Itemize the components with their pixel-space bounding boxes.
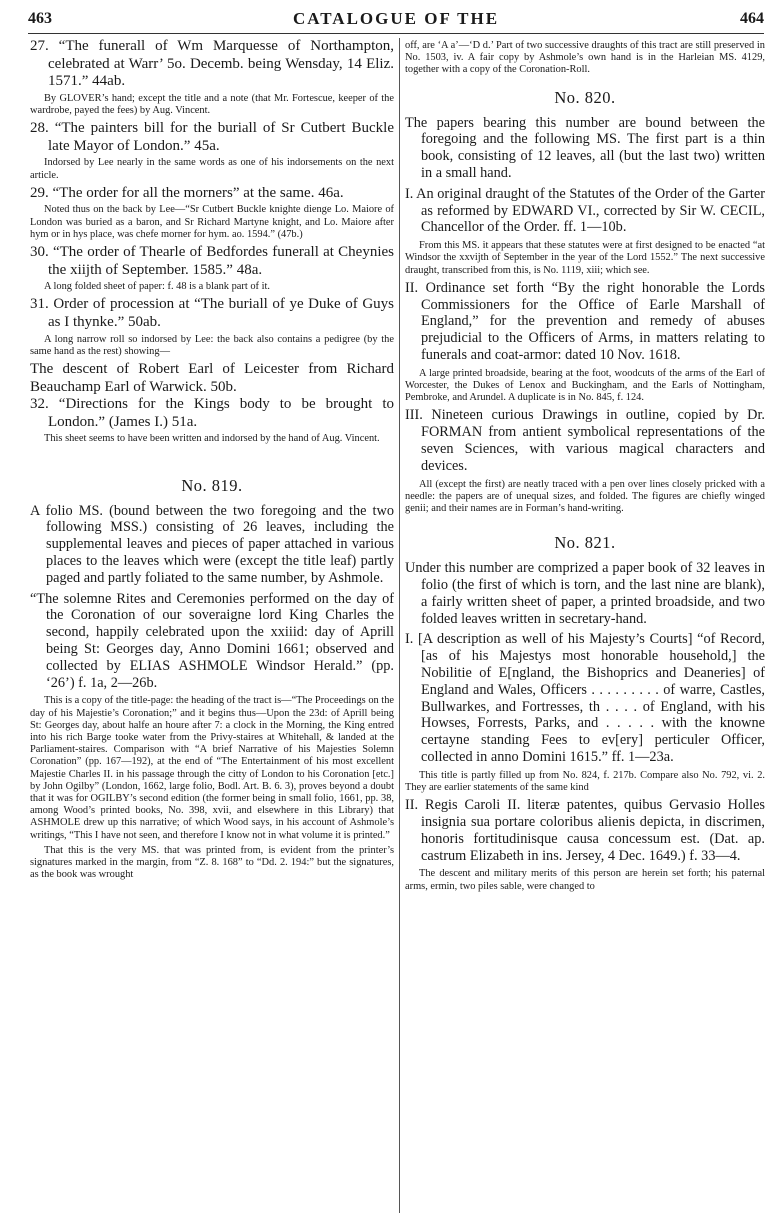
note-820-i: From this MS. it appears that these statutes were at first designed to be enacted “at Windsor the xxvijth of September in the year of the Lord 1552.” The next successive draught, transcribed from this, is No. 1119, xiii; which see. xyxy=(405,240,765,276)
para-819-title: “The solemne Rites and Ceremonies performed on the day of the Coronation of our soveraigne lord King Charles the second, happily celebrated upon the xxiiid: day of Aprill being St: Georges day, Anno Domini 1661; observed and collected by ELIAS ASHMOLE Windsor Herald.” (pp. ‘26’) f. 1a, 2—26b. xyxy=(30,590,394,691)
note-31: A long narrow roll so indorsed by Lee: the back also contains a pedigree (by the same hand as the rest) showing— xyxy=(30,333,394,357)
entry-820-ii: II. Ordinance set forth “By the right honorable the Lords Commissioners for the Office of Earle Marshall of England,” for the prevention and remedy of abuses prejudicial to the Officers of Arms, in matters relating to funerals and coat-armor: dated 10 Nov. 1618. xyxy=(405,279,765,363)
page-number-right: 464 xyxy=(740,10,764,27)
note-820-iii: All (except the first) are neatly traced with a pen over lines closely pricked with a needle: the papers are of unequal sizes, and folded. The figures are chiefly winged genii; and their names are in Forman’s hand-writing. xyxy=(405,478,765,514)
entry-31-pedigree: The descent of Robert Earl of Leicester from Richard Beauchamp Earl of Warwick. 50b. xyxy=(30,360,394,395)
note-819-b: That this is the very MS. that was printed from, is evident from the printer’s signatures marked in the margin, from “Z. 8. 168” to “Dd. 2. 194:” but the signatures, as the book was wrought xyxy=(30,844,394,881)
entry-31: 31. Order of procession at “The buriall of ye Duke of Guys as I thynke.” 50ab. xyxy=(30,296,394,330)
heading-no-820: No. 820. xyxy=(554,87,616,107)
header-rule xyxy=(28,33,764,34)
entry-32: 32. “Directions for the Kings body to be brought to London.” (James I.) 51a. xyxy=(30,396,394,430)
entry-30: 30. “The order of Thearle of Bedfordes funerall at Cheynies the xiijth of September. 1585.” 48a. xyxy=(30,243,394,278)
note-821-i: This title is partly filled up from No. 824, f. 217b. Compare also No. 792, vi. 2. They are earlier statements of the same kind xyxy=(405,769,765,793)
left-column xyxy=(30,38,394,1213)
entry-27: 27. “The funerall of Wm Marquesse of Northampton, celebrated at Warr’ 5o. Decemb. being Wensday, 14 Eliz. 1571.” 44ab. xyxy=(30,38,394,90)
entry-820-i: I. An original draught of the Statutes of the Order of the Garter as reformed by EDWARD VI., corrected by Sir W. CECIL, Chancellor of the Order. ff. 1—10b. xyxy=(405,185,765,236)
para-820-description: The papers bearing this number are bound between the foregoing and the following MS. The first part is a thin book, consisting of 12 leaves, all (but the last two) written in a small hand. xyxy=(405,114,765,181)
entry-821-ii: II. Regis Caroli II. literæ patentes, quibus Gervasio Holles insignia sua portare coloribus alienis depicta, in discrimen, honoris fortitudinisque causa concessum est. (Dat. ap. castrum Elizabeth in ins. Jersey, 4 Dec. 1649.) f. 33—4. xyxy=(405,797,765,864)
running-header xyxy=(28,6,764,32)
entry-29: 29. “The order for all the morners” at the same. 46a. xyxy=(30,184,344,201)
entry-821-i: I. [A description as well of his Majesty’s Courts] “of Record, [as of his Majestys most honorable household,] the Nobilitie of E[ngland, the Bishoprics and Deaneries] of England and Wales, Officers . . . . . . . . . of warre, Castles, Bullwarkes, and Fortresses, th . . . . of England, with his Howses, Forrests, Parks, and . . . . . with the knowne certayne standing Fees to ev[ery] perticuler Officer, collected in anno Domini 1615.” ff. 1—23a. xyxy=(405,631,765,765)
note-30: A long folded sheet of paper: f. 48 is a blank part of it. xyxy=(44,281,270,293)
spacer xyxy=(405,518,765,522)
entry-28: 28. “The painters bill for the buriall of Sr Cutbert Buckle late Mayor of London.” 45a. xyxy=(30,120,394,154)
right-column xyxy=(405,38,765,1213)
note-819-a: This is a copy of the title-page: the heading of the tract is—“The Proceedings on the day of his Majestie’s Coronation;” and it begins thus—Upon the 23d: of Aprill being St: Georges day, about halfe an houre after 7: a clock in the Morning, the King entred into his rich Barge tooke water from the Privy-staires at Whitehall, & landed at the Parliament-staires. Comparison with “A brief Narrative of his Majesties Solemn Coronation” (pp. 167—192), at the end of “The Entertainment of his most excellent Majestie Charles II. in his passage through the citty of London to his Coronation [etc.] by John Ogilby” (London, 1662, large folio, Bodl. Art. B. 6. 3), proves beyond a doubt that it was for OGILBY’s second edition (the former being in small folio, 1661, pp. 38, among Wood’s printed books, No. 398, xvii, and elsewhere in this Library) that ASHMOLE drew up this narrative; of which Wood says, in his account of Ashmole’s writings, “This I have not seen, and therefore I know not in what volume it is printed.” xyxy=(30,695,394,841)
note-32: This sheet seems to have been written and indorsed by the hand of Aug. Vincent. xyxy=(44,433,380,445)
entry-820-iii: III. Nineteen curious Drawings in outline, copied by Dr. FORMAN from antient symbolical representations of the seven Sciences, with various magical characters and devices. xyxy=(405,407,765,474)
page-number-left: 463 xyxy=(28,10,52,27)
column-divider xyxy=(399,38,400,1213)
note-27: By GLOVER’s hand; except the title and a note (that Mr. Fortescue, keeper of the wardrobe, payed the fees) by Aug. Vincent. xyxy=(30,92,394,116)
heading-no-821: No. 821. xyxy=(554,533,616,553)
para-819-description: A folio MS. (bound between the two foregoing and the two following MSS.) consisting of 26 leaves, including the supplemental leaves and pieces of paper attached in various places to the leaves which were (except the title leaf) partly paged and partly foliated to the same number, by Ashmole. xyxy=(30,502,394,586)
heading-no-819: No. 819. xyxy=(181,475,243,495)
note-29: Noted thus on the back by Lee—“Sr Cutbert Buckle knighte dienge Lo. Maiore of London was buried as a baron, and Sr Richard Martyne knight, and Lo. Maiore after hym or in hys place, was chefe morner for hym. ao. 1594.” (47b.) xyxy=(30,204,394,240)
running-title: CATALOGUE OF THE xyxy=(292,9,500,28)
note-821-ii: The descent and military merits of this person are herein set forth; his paternal arms, ermin, two piles sable, were changed to xyxy=(405,868,765,892)
note-819-continued: off, are ‘A a’—‘D d.’ Part of two successive draughts of this tract are still preserved in No. 1503, iv. A fair copy by Ashmole’s own hand is in the Harleian MS. 4129, together with a copy of the Coronation-Roll. xyxy=(405,40,765,76)
spacer xyxy=(30,449,394,465)
note-820-ii: A large printed broadside, bearing at the foot, woodcuts of the arms of the Earl of Worcester, the Dukes of Lenox and Buckingham, and the Earls of Nottingham, Pembroke, and Arundel. A duplicate is in No. 845, f. 124. xyxy=(405,367,765,404)
para-821-description: Under this number are comprized a paper book of 32 leaves in folio (the first of which is torn, and the last nine are blank), a fairly written sheet of paper, a printed broadside, and two folded leaves written in secretary-hand. xyxy=(405,560,765,627)
note-28: Indorsed by Lee nearly in the same words as one of his indorsements on the next article. xyxy=(30,157,394,181)
